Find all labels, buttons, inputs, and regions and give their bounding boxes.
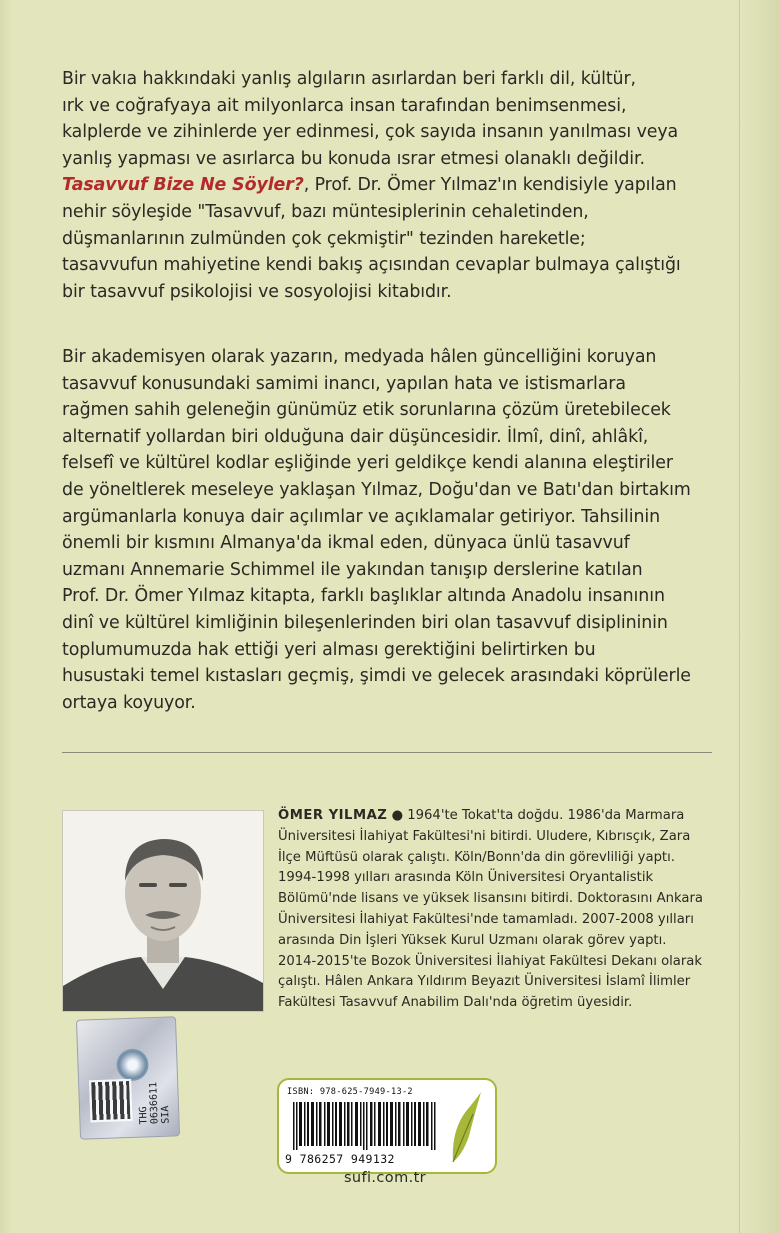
text-line: bir tasavvuf psikolojisi ve sosyolojisi kitabıdır. [62, 281, 452, 302]
author-bio [278, 806, 728, 1014]
text-line: kalplerde ve zihinlerde yer edinmesi, çok sayıda insanın yanılması veya [62, 122, 679, 143]
text-line: Bir vakıa hakkındaki yanlış algıların asırlardan beri farklı dil, kültür, [62, 69, 636, 89]
book-title: Tasavvuf Bize Ne Söyler? [62, 175, 304, 196]
bio-line: İlçe Müftüsü olarak çalıştı. Köln/Bonn'da din görevliliği yaptı. [278, 849, 675, 865]
text-line: yanlış yapması ve asırlarca bu konuda ısrar etmesi olanaklı değildir. [62, 148, 645, 169]
barcode-icon [293, 1102, 438, 1150]
text-line: alternatif yollardan biri olduğuna dair düşüncesidir. İlmî, dinî, ahlâkî, [62, 426, 649, 447]
text-line: düşmanlarının zulmünden çok çekmiştir" tezinden hareketle; [62, 228, 586, 249]
text-line: toplumumuzda hak ettiği yeri alması gerektiğini belirtirken bu [62, 639, 596, 660]
bio-line: Bölümü'nde lisans ve yüksek lisansını bitirdi. Doktorasını Ankara [278, 891, 704, 907]
sticker-code-line: 0636611 [148, 1081, 161, 1125]
author-portrait-image [63, 811, 263, 1011]
bio-line [278, 806, 728, 827]
text-line: önemli bir kısmını Almanya'da ikmal eden, dünyaca ünlü tasavvuf [62, 533, 630, 554]
text-line: argümanlarla konuya dair açılımlar ve açıklamalar getiriyor. Tahsilinin [62, 506, 661, 527]
hologram-sticker [76, 1016, 180, 1139]
bio-line: Üniversitesi İlahiyat Fakültesi'nde tamamladı. 2007-2008 yılları [278, 911, 694, 927]
cover-fold-line [739, 0, 740, 1233]
cover-right-flap [736, 0, 780, 1233]
text-line: rağmen sahih geleneğin günümüz etik sorunlarına çözüm üretebilecek [62, 400, 671, 421]
isbn-barcode-box [277, 1078, 497, 1174]
cover-left-edge [0, 0, 12, 1233]
bio-line: Fakültesi Tasavvuf Anabilim Dalı'nda öğretim üyesidir. [278, 995, 633, 1011]
publisher-leaf-logo-icon [447, 1090, 485, 1166]
bio-line: arasında Din İşleri Yüksek Kurul Uzmanı olarak görev yaptı. [278, 932, 667, 948]
text-line: tasavvuf konusundaki samimi inancı, yapılan hata ve istismarlara [62, 373, 626, 394]
text-line: Bir akademisyen olarak yazarın, medyada hâlen güncelliğini koruyan [62, 347, 657, 367]
text-line: dinî ve kültürel kimliğinin bileşenlerinden biri olan tasavvuf disiplininin [62, 612, 668, 633]
bio-line: 1994-1998 yılları arasında Köln Üniversitesi Oryantalistik [278, 870, 654, 886]
text-line: Prof. Dr. Ömer Yılmaz kitapta, farklı başlıklar altında Anadolu insanının [62, 586, 665, 607]
sticker-code-line: THG [138, 1106, 150, 1125]
text-line: felsefî ve kültürel kodlar eşliğinde yeri geldikçe kendi alanına eleştiriler [62, 453, 673, 474]
isbn-label: ISBN: 978-625-7949-13-2 [287, 1087, 413, 1097]
author-name: ÖMER YILMAZ [278, 808, 388, 823]
text-line: husustaki temel kıstasları geçmiş, şimdi ve gelecek arasındaki köprülerle [62, 666, 691, 687]
section-divider [62, 752, 712, 753]
bio-first-line: 1964'te Tokat'ta doğdu. 1986'da Marmara [403, 808, 685, 823]
text-line [62, 172, 722, 199]
author-photo [62, 810, 264, 1012]
publisher-website: sufi.com.tr [343, 1170, 427, 1186]
title-line-rest: , Prof. Dr. Ömer Yılmaz'ın kendisiyle yapılan [303, 175, 677, 196]
qr-code-icon [89, 1079, 132, 1122]
text-line: ırk ve coğrafyaya ait milyonlarca insan tarafından benimsenmesi, [62, 95, 627, 116]
text-line: de yöneltlerek meseleye yaklaşan Yılmaz, Doğu'dan ve Batı'dan birtakım [62, 479, 691, 500]
description-paragraph-2 [62, 344, 722, 716]
sticker-code [135, 1024, 172, 1125]
bio-line: Üniversitesi İlahiyat Fakültesi'ni bitirdi. Uludere, Kıbrısçık, Zara [278, 828, 691, 844]
separator-dot: ● [391, 808, 404, 823]
sticker-code-line: SIA [159, 1105, 172, 1124]
description-paragraph-1 [62, 66, 722, 305]
bio-line: 2014-2015'te Bozok Üniversitesi İlahiyat Fakültesi Dekanı olarak [278, 953, 703, 969]
bio-line: çalıştı. Hâlen Ankara Yıldırım Beyazıt Üniversitesi İslamî İlimler [278, 974, 691, 990]
text-line: tasavvufun mahiyetine kendi bakış açısından cevaplar bulmaya çalıştığı [62, 255, 681, 276]
text-line: nehir söyleşide "Tasavvuf, bazı müntesiplerinin cehaletinden, [62, 201, 589, 222]
barcode-number: 9 786257 949132 [285, 1152, 395, 1166]
text-line: uzmanı Annemarie Schimmel ile yakından tanışıp derslerine katılan [62, 559, 643, 580]
text-line: ortaya koyuyor. [62, 692, 196, 713]
